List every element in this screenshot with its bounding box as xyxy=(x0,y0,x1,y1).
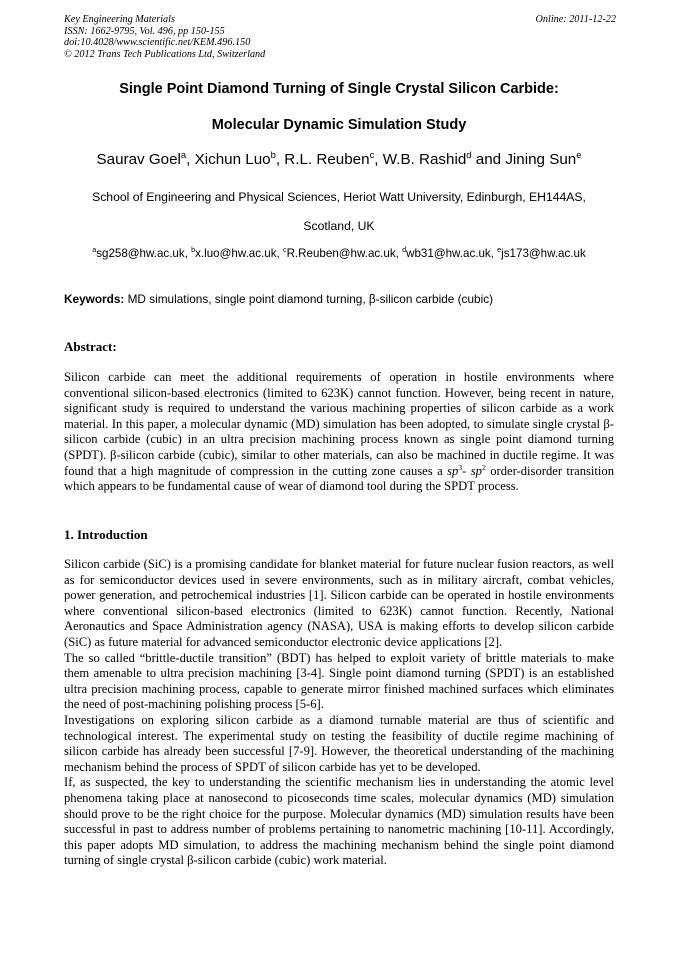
email-list: $^a$sg258@hw.ac.uk, $^b$x.luo@hw.ac.uk, $^c$R.Reuben@hw.ac.uk, $^d$wb31@hw.ac.uk, $^e$js173@hw.ac.uk xyxy=(92,245,586,260)
doi-line: doi:10.4028/www.scientific.net/KEM.496.150 xyxy=(64,37,251,49)
publication-header xyxy=(64,14,616,60)
keywords-text: MD simulations, single point diamond turning, β-silicon carbide (cubic) xyxy=(124,292,494,306)
issn-line: ISSN: 1662-9795, Vol. 496, pp 150-155 xyxy=(64,25,225,37)
introduction-body xyxy=(64,557,614,869)
author: W.B. Rashid$^d$ and xyxy=(382,148,506,168)
paragraph: If, as suspected, the key to understanding the scientific mechanism lies in understanding the atomic level phenomena taking place at nanosecond to picoseconds time scales, molecular dynamics (MD) simulation should prove to be the right choice for the purpose. Molecular dynamics (MD) simulation results have been successful in past to address number of problems pertaining to nanometric machining [10-11]. Accordingly, this paper adopts MD simulation, to address the machining mechanism behind the single point diamond turning of single crystal β-silicon carbide (cubic) work material. xyxy=(64,775,614,868)
abstract-body: Silicon carbide can meet the additional requirements of operation in hostile environments where conventional silicon-based electronics (limited to 623K) cannot function. However, being recent in nature, significant study is required to understand the various machining properties of silicon carbide as a work material. In this paper, a molecular dynamic (MD) simulation has been adopted, to simulate single crystal β-silicon carbide (cubic) in an ultra precision machining process known as single point diamond turning (SPDT). β-silicon carbide (cubic), similar to other materials, can also be machined in ductile regime. It was found that a high magnitude of compression in the cutting zone causes a $sp^3-$ $sp^2$ order-disorder transition which appears to be fundamental cause of wear of diamond tool during the SPDT process. xyxy=(64,370,614,494)
paper-title-line-1: Single Point Diamond Turning of Single Crystal Silicon Carbide: xyxy=(119,81,559,97)
paper-title-line-2: Molecular Dynamic Simulation Study xyxy=(211,117,467,133)
paragraph: The so called “brittle-ductile transition” (BDT) has helped to exploit variety of brittle materials to make them amenable to ultra precision machining [3-4]. Single point diamond turning (SPDT) is an established ultra precision machining process, capable to generate mirror finished machined surfaces which eliminates the need of post-machining polishing process [5-6]. xyxy=(64,650,614,712)
author-email[interactable]: $^e$js173@hw.ac.uk xyxy=(497,245,586,260)
author-list xyxy=(40,148,638,168)
affiliation-line-2: Scotland, UK xyxy=(303,219,375,233)
abstract-heading: Abstract: xyxy=(64,339,117,354)
introduction-heading: 1. Introduction xyxy=(64,527,148,542)
author-email[interactable]: $^c$R.Reuben@hw.ac.uk xyxy=(282,245,396,260)
author-email[interactable]: $^b$x.luo@hw.ac.uk xyxy=(191,245,277,260)
author-email[interactable]: $^d$wb31@hw.ac.uk xyxy=(402,245,491,260)
paragraph: Silicon carbide (SiC) is a promising candidate for blanket material for future nuclear fusion reactors, as well as for semiconductor devices used in severe environments, such as in military aircraft, combat vehicles, power generation, and petrochemical industries [1]. Silicon carbide can be operated in hostile environments where conventional silicon-based electronics (limited to 623K) cannot function. Recently, National Aeronautics and Space Administration agency (NASA), USA is making efforts to develop silicon carbide (SiC) as future material for advanced semiconductor electronic device applications [2]. xyxy=(64,557,614,649)
author: Saurav Goel$^a$, xyxy=(96,148,195,168)
paragraph: Investigations on exploring silicon carbide as a diamond turnable material are thus of scientific and technological interest. The experimental study on testing the feasibility of ductile regime machining of silicon carbide has already been successful [7-9]. However, the theoretical understanding of the machining mechanism behind the process of SPDT of silicon carbide has yet to be developed. xyxy=(64,712,614,774)
keywords xyxy=(64,292,624,306)
author: Jining Sun$^e$ xyxy=(505,148,582,168)
copyright-line: © 2012 Trans Tech Publications Ltd, Switzerland xyxy=(64,48,266,60)
author: R.L. Reuben$^c$, xyxy=(284,148,383,168)
author-email[interactable]: $^a$sg258@hw.ac.uk xyxy=(92,245,185,260)
affiliation-line-1: School of Engineering and Physical Sciences, Heriot Watt University, Edinburgh, EH144AS, xyxy=(92,190,586,204)
author: Xichun Luo$^b$, xyxy=(194,148,285,168)
journal-name: Key Engineering Materials xyxy=(64,14,175,25)
online-date: Online: 2011-12-22 xyxy=(535,14,616,25)
keywords-label: Keywords: xyxy=(64,292,125,306)
